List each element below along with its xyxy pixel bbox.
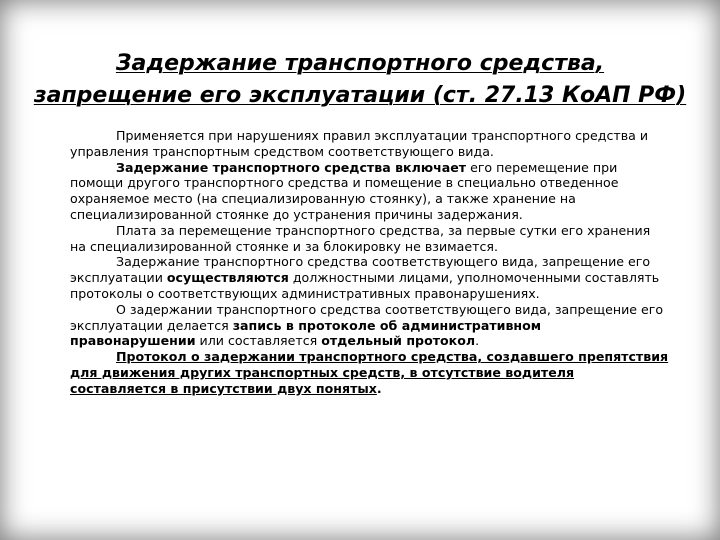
bold-lead: Задержание транспортного средства включает bbox=[116, 159, 467, 175]
paragraph-text: Плата за перемещение транспортного средства, за первые сутки его хранения на специализированной стоянке и за блокировку не взимается. bbox=[70, 222, 651, 254]
paragraph-text: . bbox=[475, 333, 480, 349]
paragraph-text: его перемещение при помощи другого транспортного средства и помещение в специально отведенное охраняемое место (на специализированную стоянку), а также хранение на специализированной стоянке до устранения причины задержания. bbox=[70, 159, 619, 222]
paragraph-fee bbox=[70, 223, 670, 255]
paragraph-text: О задержании транспортного средства соответствующего вида, запрещение его эксплуатации делается bbox=[70, 301, 664, 333]
paragraph-text: должностными лицами, уполномоченными составлять протоколы о соответствующих административных правонарушениях. bbox=[70, 270, 660, 301]
paragraph-text: Задержание транспортного средства соответствующего вида, запрещение его эксплуатации bbox=[70, 254, 651, 286]
slide-body bbox=[70, 128, 670, 397]
title-line-2: запрещение его эксплуатации (ст. 27.13 КоАП РФ) bbox=[33, 83, 687, 108]
paragraph-officials bbox=[70, 254, 670, 301]
paragraph-protocol-record bbox=[70, 302, 670, 349]
paragraph-absent-driver bbox=[70, 349, 670, 396]
slide-title bbox=[20, 48, 700, 112]
paragraph-text: или составляется bbox=[195, 333, 322, 349]
bold-term: осуществляются bbox=[166, 270, 289, 286]
bold-term: запись в протоколе об административном правонарушении bbox=[70, 317, 542, 349]
paragraph-detention-includes bbox=[70, 160, 670, 223]
bold-term: отдельный протокол bbox=[321, 333, 476, 349]
paragraph-end: . bbox=[376, 380, 382, 396]
paragraph-text: Применяется при нарушениях правил эксплуатации транспортного средства и управления транспортным средством соответствующего вида. bbox=[70, 128, 649, 159]
title-line-1: Задержание транспортного средства, bbox=[115, 51, 605, 76]
bold-underlined-text: Протокол о задержании транспортного средства, создавшего препятствия для движения других транспортных средств, в отсутствие водителя составляется в присутствии двух понятых bbox=[70, 349, 669, 396]
paragraph-application bbox=[70, 128, 670, 160]
